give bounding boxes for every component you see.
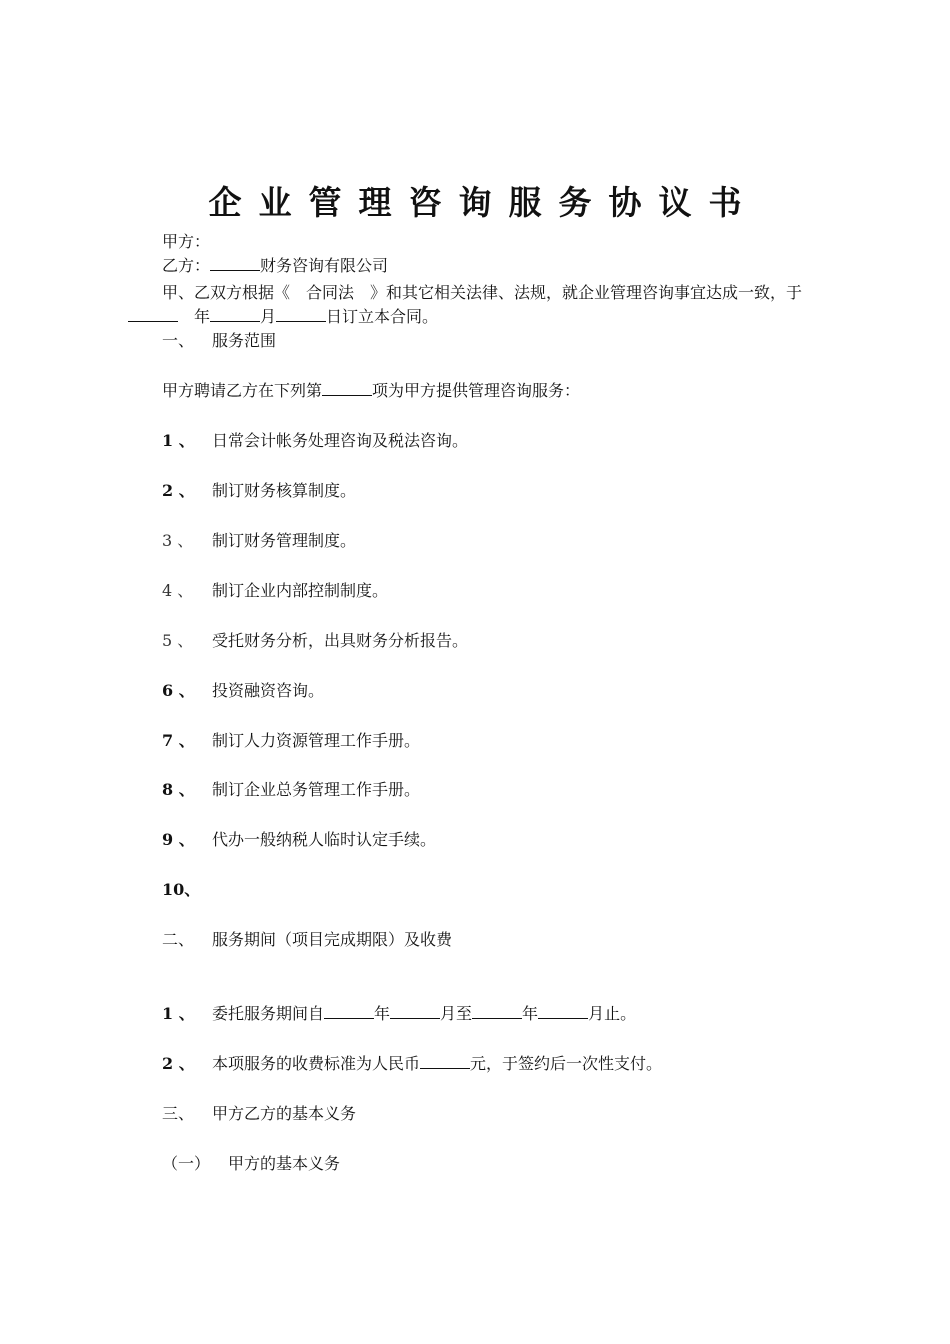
subsection-num: （一） — [162, 1154, 211, 1173]
list-item-num: 2 、 — [162, 1054, 195, 1073]
period-month-1: 月至 — [440, 1004, 473, 1023]
section-1-item-blank — [322, 380, 372, 396]
section-1-intro — [162, 380, 580, 402]
list-item-num: 8 、 — [162, 780, 195, 799]
list-item-num: 10、 — [162, 880, 201, 899]
list-item-num: 9 、 — [162, 830, 195, 849]
party-b-line — [162, 255, 388, 277]
preamble-law: 合同法 — [306, 283, 355, 302]
preamble-year: 年 — [194, 307, 211, 326]
list-item-num: 4 、 — [162, 581, 194, 600]
section-3-heading — [162, 1103, 356, 1125]
list-item — [162, 580, 388, 602]
list-item-text: 制订企业内部控制制度。 — [212, 581, 389, 600]
period-end: 月止。 — [588, 1004, 637, 1023]
preamble-day: 日订立本合同。 — [326, 307, 439, 326]
preamble-text-b: 》和其它相关法律、法规，就企业管理咨询事宜达成一致，于 — [370, 283, 803, 302]
list-item-num: 5 、 — [162, 631, 194, 650]
section-3-num: 三、 — [162, 1104, 195, 1123]
list-item-text: 制订财务管理制度。 — [212, 531, 357, 550]
list-item — [162, 829, 436, 851]
preamble-line-1 — [162, 282, 802, 304]
section-2-item-2 — [162, 1053, 662, 1075]
preamble-year-blank — [128, 306, 178, 322]
list-item — [162, 779, 420, 801]
list-item — [162, 879, 212, 901]
party-b-label: 乙方： — [162, 256, 211, 275]
fee-amount-blank — [420, 1053, 470, 1069]
list-item — [162, 480, 356, 502]
section-1-title: 服务范围 — [212, 331, 277, 350]
period-year-1: 年 — [374, 1004, 391, 1023]
party-a-line — [162, 231, 210, 253]
period-year-2: 年 — [522, 1004, 539, 1023]
list-item-text: 受托财务分析，出具财务分析报告。 — [212, 631, 469, 650]
list-item — [162, 730, 420, 752]
section-3-title: 甲方乙方的基本义务 — [212, 1104, 357, 1123]
section-2-item-1 — [162, 1003, 636, 1025]
list-item — [162, 630, 468, 652]
party-b-company: 财务咨询有限公司 — [260, 256, 389, 275]
list-item-num: 7 、 — [162, 731, 195, 750]
service-period-text: 委托服务期间自 — [212, 1004, 325, 1023]
list-item-text: 制订财务核算制度。 — [212, 481, 357, 500]
subsection-heading — [162, 1153, 340, 1175]
preamble-day-blank — [276, 306, 326, 322]
list-item-text: 投资融资咨询。 — [212, 681, 325, 700]
party-a-label: 甲方： — [162, 232, 211, 251]
party-b-blank — [210, 255, 260, 271]
section-1-num: 一、 — [162, 331, 195, 350]
list-item — [162, 680, 324, 702]
section-1-heading — [162, 330, 276, 352]
fee-text-a: 本项服务的收费标准为人民币 — [212, 1054, 421, 1073]
list-item — [162, 430, 468, 452]
list-item-text: 日常会计帐务处理咨询及税法咨询。 — [212, 431, 469, 450]
preamble-text-a: 甲、乙双方根据《 — [162, 283, 291, 302]
preamble-month: 月 — [260, 307, 277, 326]
document-title: 企业管理咨询服务协议书 — [208, 183, 759, 222]
section-1-intro-a: 甲方聘请乙方在下列第 — [162, 381, 323, 400]
preamble-month-blank — [210, 306, 260, 322]
section-2-num: 二、 — [162, 930, 195, 949]
subsection-title: 甲方的基本义务 — [228, 1154, 341, 1173]
list-item-num: 1 、 — [162, 1004, 195, 1023]
preamble-line-2 — [128, 306, 438, 328]
fee-text-b: 元，于签约后一次性支付。 — [470, 1054, 663, 1073]
list-item-text: 代办一般纳税人临时认定手续。 — [212, 830, 437, 849]
list-item-text: 制订人力资源管理工作手册。 — [212, 731, 421, 750]
list-item-num: 3 、 — [162, 531, 194, 550]
list-item-num: 2 、 — [162, 481, 195, 500]
section-2-title: 服务期间（项目完成期限）及收费 — [212, 930, 453, 949]
list-item-text: 制订企业总务管理工作手册。 — [212, 780, 421, 799]
list-item-num: 6 、 — [162, 681, 195, 700]
list-item-num: 1 、 — [162, 431, 195, 450]
list-item — [162, 530, 356, 552]
section-2-heading — [162, 929, 452, 951]
section-1-intro-b: 项为甲方提供管理咨询服务： — [372, 381, 581, 400]
